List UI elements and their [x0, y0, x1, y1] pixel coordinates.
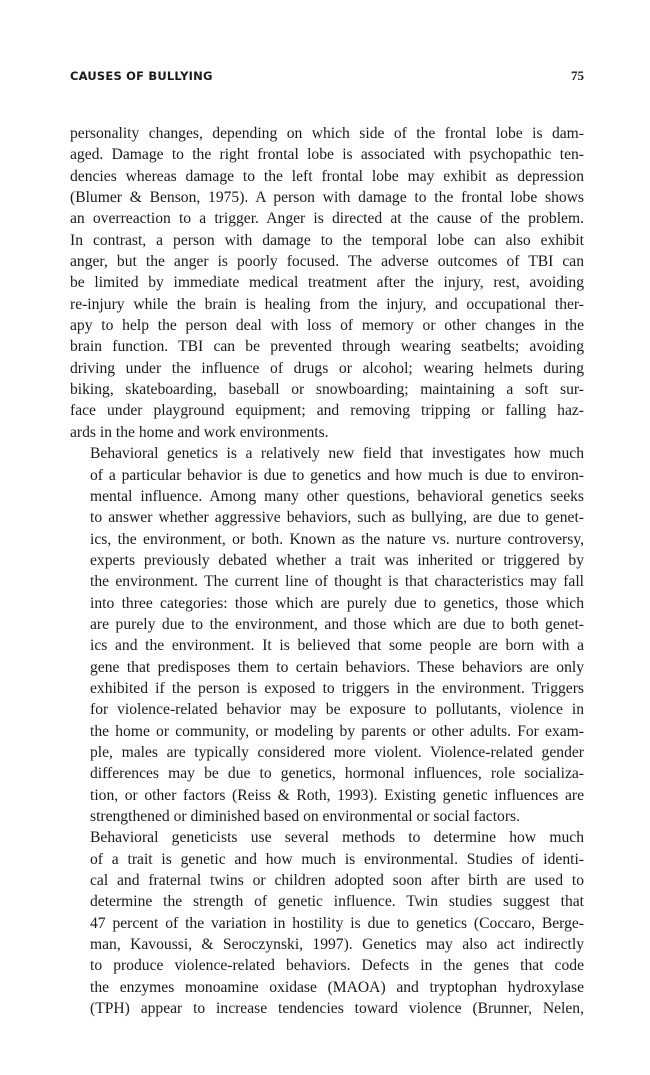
text-line: In contrast, a person with damage to the temporal lobe can also exhibit [70, 231, 584, 249]
paragraph [70, 123, 584, 443]
text-line: are purely due to the environment, and those which are due to both genet- [90, 615, 584, 633]
text-line: ics and the environment. It is believed that some people are born with a [90, 637, 584, 655]
text-line: (TPH) appear to increase tendencies toward violence (Brunner, Nelen, [90, 1000, 584, 1018]
text-line: for violence-related behavior may be exposure to pollutants, violence in [90, 701, 584, 719]
text-line: exhibited if the person is exposed to triggers in the environment. Triggers [90, 679, 584, 697]
text-line: to produce violence-related behaviors. Defects in the genes that code [90, 957, 584, 975]
text-line: anger, but the anger is poorly focused. The adverse outcomes of TBI can [70, 253, 584, 271]
page-number: 75 [571, 68, 584, 83]
text-line: man, Kavoussi, & Seroczynski, 1997). Genetics may also act indirectly [90, 936, 584, 954]
text-line: determine the strength of genetic influence. Twin studies suggest that [90, 893, 584, 911]
text-line: biking, skateboarding, baseball or snowboarding; maintaining a soft sur- [70, 381, 584, 399]
text-line: of a particular behavior is due to genetics and how much is due to environ- [90, 466, 584, 484]
text-line: differences may be due to genetics, hormonal influences, role socializa- [90, 765, 584, 783]
text-line: to answer whether aggressive behaviors, such as bullying, are due to genet- [90, 509, 584, 527]
text-line: the home or community, or modeling by parents or other adults. For exam- [90, 722, 584, 740]
text-line: Behavioral geneticists use several methods to determine how much [90, 829, 584, 847]
text-line: experts previously debated whether a trait was inherited or triggered by [90, 551, 584, 569]
paragraph [70, 443, 584, 827]
text-line: of a trait is genetic and how much is environmental. Studies of identi- [90, 850, 584, 868]
text-line: re-injury while the brain is healing from the injury, and occupational ther- [70, 295, 584, 313]
text-line: apy to help the person deal with loss of memory or other changes in the [70, 317, 584, 335]
paragraph [70, 827, 584, 1019]
running-head [70, 68, 584, 84]
text-line: tion, or other factors (Reiss & Roth, 1993). Existing genetic influences are [90, 786, 584, 804]
text-line: be limited by immediate medical treatment after the injury, rest, avoiding [70, 274, 584, 292]
text-line: ics, the environment, or both. Known as the nature vs. nurture controversy, [90, 530, 584, 548]
text-line: strengthened or diminished based on environmental or social factors. [90, 808, 521, 825]
text-line: ple, males are typically considered more violent. Violence-related gender [90, 743, 584, 761]
text-line: cal and fraternal twins or children adopted soon after birth are used to [90, 872, 584, 890]
text-line: 47 percent of the variation in hostility is due to genetics (Coccaro, Berge- [90, 914, 584, 932]
running-title: CAUSES OF BULLYING [70, 69, 213, 83]
text-line: into three categories: those which are purely due to genetics, those which [90, 594, 584, 612]
text-line: driving under the influence of drugs or alcohol; wearing helmets during [70, 359, 584, 377]
text-line: ards in the home and work environments. [70, 423, 329, 441]
text-line: the enzymes monoamine oxidase (MAOA) and tryptophan hydroxylase [90, 978, 584, 996]
text-line: personality changes, depending on which side of the frontal lobe is dam- [70, 125, 584, 142]
text-line: aged. Damage to the right frontal lobe is associated with psychopathic ten- [70, 146, 584, 164]
body-text [70, 123, 584, 1019]
text-line: (Blumer & Benson, 1975). A person with damage to the frontal lobe shows [70, 189, 584, 207]
text-line: mental influence. Among many other questions, behavioral genetics seeks [90, 487, 584, 505]
text-line: face under playground equipment; and removing tripping or falling haz- [70, 402, 584, 420]
text-line: an overreaction to a trigger. Anger is directed at the cause of the problem. [70, 210, 584, 228]
text-line: gene that predisposes them to certain behaviors. These behaviors are only [90, 658, 584, 676]
text-line: brain function. TBI can be prevented through wearing seatbelts; avoiding [70, 338, 584, 356]
text-line: dencies whereas damage to the left frontal lobe may exhibit as depression [70, 167, 584, 185]
text-line: Behavioral genetics is a relatively new field that investigates how much [90, 445, 584, 463]
text-line: the environment. The current line of thought is that characteristics may fall [90, 573, 584, 591]
